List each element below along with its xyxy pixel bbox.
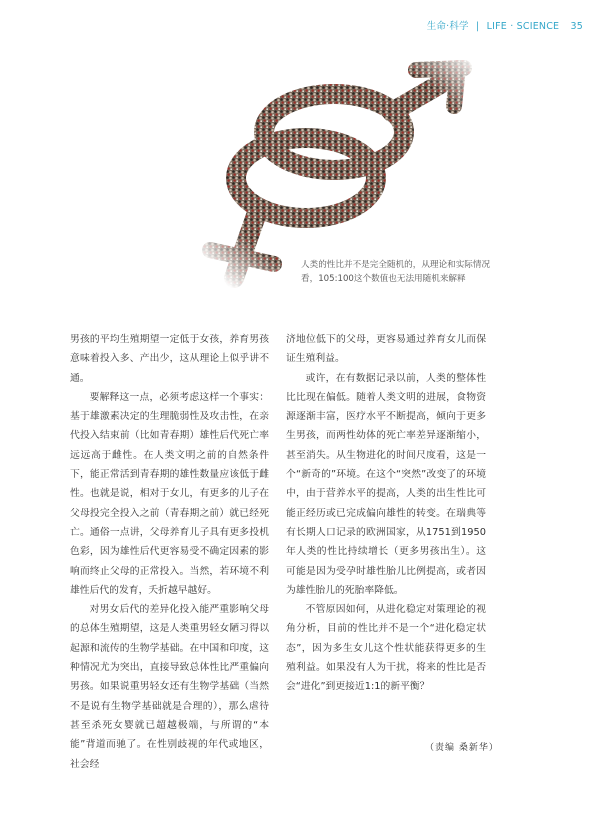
- header-separator: |: [475, 21, 480, 32]
- figure-caption: 人类的性比并不是完全随机的，从理论和实际情况看，105:100这个数值也无法用随机来解释: [301, 260, 491, 284]
- article-column-left: [70, 330, 269, 774]
- paragraph: 济地位低下的父母，更容易通过养育女儿而保证生殖利益。: [286, 334, 486, 365]
- article-column-right: [286, 330, 486, 697]
- paragraph: 或许，在有数据记录以前，人类的整体性比比现在偏低。随着人类文明的进展，食物资源逐渐丰富，医疗水平不断提高，倾向于更多生男孩，而两性幼体的死亡率差异逐渐缩小，甚至消失。从生物进化的时间尺度看，这是一个“新奇的”环境。在这个“突然”改变了的环境中，由于营养水平的提高，人类的出生性比可能正经历或已完成偏向雄性的转变。在瑞典等有长期人口记录的欧洲国家，从1751到1950年人类的性比持续增长（更多男孩出生）。这可能是因为受孕时雄性胎儿比例提高，或者因为雄性胎儿的死胎率降低。: [286, 372, 486, 596]
- paragraph: 要解释这一点，必须考虑这样一个事实：基于雄激素决定的生理脆弱性及攻击性，在亲代投入结束前（比如青春期）雄性后代死亡率远远高于雌性。在人类文明之前的自然条件下，能正常活到青春期的雄性数量应该低于雌性。也就是说，相对于女儿，有更多的儿子在父母投完全投入之前（青春期之前）就已经死亡。通俗一点讲，父母养育儿子具有更多投机色彩，因为雄性后代更容易受不确定因素的影响而终止父母的正常投入。当然，若环境不利雄性后代的发育，夭折越早越好。: [70, 391, 269, 596]
- running-header: [427, 18, 583, 32]
- paragraph: 不管原因如何，从进化稳定对策理论的视角分析，目前的性比并不是一个“进化稳定状态”，因为多生女儿这个性状能获得更多的生殖利益。如果没有人为干扰，将来的性比是否会“进化”到更接近1:1的新平衡？: [286, 604, 486, 693]
- page-number: 35: [570, 21, 583, 32]
- editor-credit: （责编 桑新华）: [425, 743, 499, 753]
- section-cn: 生命·科学: [426, 21, 469, 32]
- paragraph: 男孩的平均生殖期望一定低于女孩，养育男孩意味着投入多、产出少，这从理论上似乎讲不通。: [70, 334, 269, 384]
- paragraph: 对男女后代的差异化投入能严重影响父母的总体生殖期望，这是人类重男轻女陋习得以起源和流传的生物学基础。在中国和印度，这种情况尤为突出，直接导致总体性比严重偏向男孩。如果说重男轻女还有生物学基础（当然不是说有生物学基础就是合理的），那么虐待甚至杀死女婴就已超越极端，与所谓的“本能”背道而驰了。在性别歧视的年代或地区，社会经: [70, 604, 269, 770]
- section-en: LIFE · SCIENCE: [486, 21, 560, 32]
